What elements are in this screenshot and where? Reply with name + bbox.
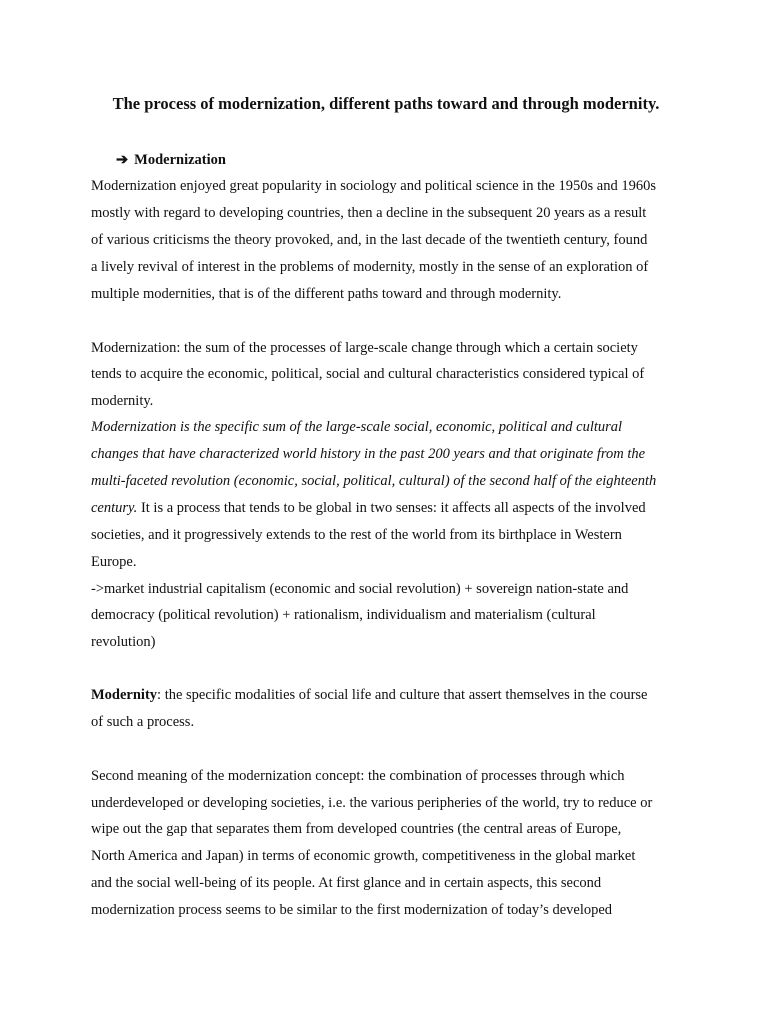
paragraph-5-line-1	[91, 684, 647, 706]
paragraph-6-line-4: North America and Japan) in terms of economic growth, competitiveness in the global market	[91, 848, 636, 864]
paragraph-1-line-5: multiple modernities, that is of the different paths toward and through modernity.	[91, 286, 562, 302]
paragraph-6-line-5: and the social well-being of its people. At first glance and in certain aspects, this second	[91, 875, 602, 891]
paragraph-3-line-6: Europe.	[91, 554, 137, 570]
paragraph-3-continuation: It is a process that tends to be global in two senses: it affects all aspects of the involved	[137, 500, 646, 516]
definition-line-3: multi-faceted revolution (economic, social, political, cultural) of the second half of the eighteenth	[91, 473, 657, 489]
definition-line-2: changes that have characterized world history in the past 200 years and that originate from the	[91, 446, 646, 462]
paragraph-1-line-1: Modernization enjoyed great popularity in sociology and political science in the 1950s and 1960s	[91, 178, 656, 194]
paragraph-6-line-6: modernization process seems to be similar to the first modernization of today’s developed	[91, 902, 613, 918]
section-heading	[116, 149, 226, 171]
paragraph-6-line-2: underdeveloped or developing societies, i.e. the various peripheries of the world, try to reduce or	[91, 795, 653, 811]
document-title: The process of modernization, different paths toward and through modernity.	[112, 94, 660, 113]
definition-end: century.	[91, 500, 138, 516]
paragraph-3-line-5: societies, and it progressively extends to the rest of the world from its birthplace in Western	[91, 527, 622, 543]
definition-line-1: Modernization is the specific sum of the large-scale social, economic, political and cultural	[91, 419, 623, 435]
paragraph-4-line-3: revolution)	[91, 634, 156, 650]
paragraph-2-line-1: Modernization: the sum of the processes of large-scale change through which a certain society	[91, 340, 638, 356]
paragraph-6-line-3: wipe out the gap that separates them from developed countries (the central areas of Europe,	[91, 821, 622, 837]
paragraph-2-line-2: tends to acquire the economic, political, social and cultural characteristics considered typical of	[91, 366, 645, 382]
section-heading-text: Modernization	[134, 152, 226, 168]
paragraph-4-line-1: ->market industrial capitalism (economic and social revolution) + sovereign nation-state and	[91, 581, 629, 597]
paragraph-4-line-2: democracy (political revolution) + rationalism, individualism and materialism (cultural	[91, 607, 596, 623]
paragraph-6-line-1: Second meaning of the modernization concept: the combination of processes through which	[91, 768, 625, 784]
paragraph-5-line-2: of such a process.	[91, 714, 195, 730]
paragraph-2-line-3: modernity.	[91, 393, 154, 409]
paragraph-1-line-2: mostly with regard to developing countries, then a decline in the subsequent 20 years as a result	[91, 205, 647, 221]
arrow-icon: ➔	[116, 152, 129, 168]
definition-line-4	[91, 497, 646, 519]
modernity-term: Modernity	[91, 687, 158, 703]
paragraph-1-line-3: of various criticisms the theory provoked, and, in the last decade of the twentieth century, found	[91, 232, 648, 248]
paragraph-1-line-4: a lively revival of interest in the problems of modernity, mostly in the sense of an exploration of	[91, 259, 649, 275]
modernity-definition: : the specific modalities of social life and culture that assert themselves in the course	[157, 687, 648, 703]
